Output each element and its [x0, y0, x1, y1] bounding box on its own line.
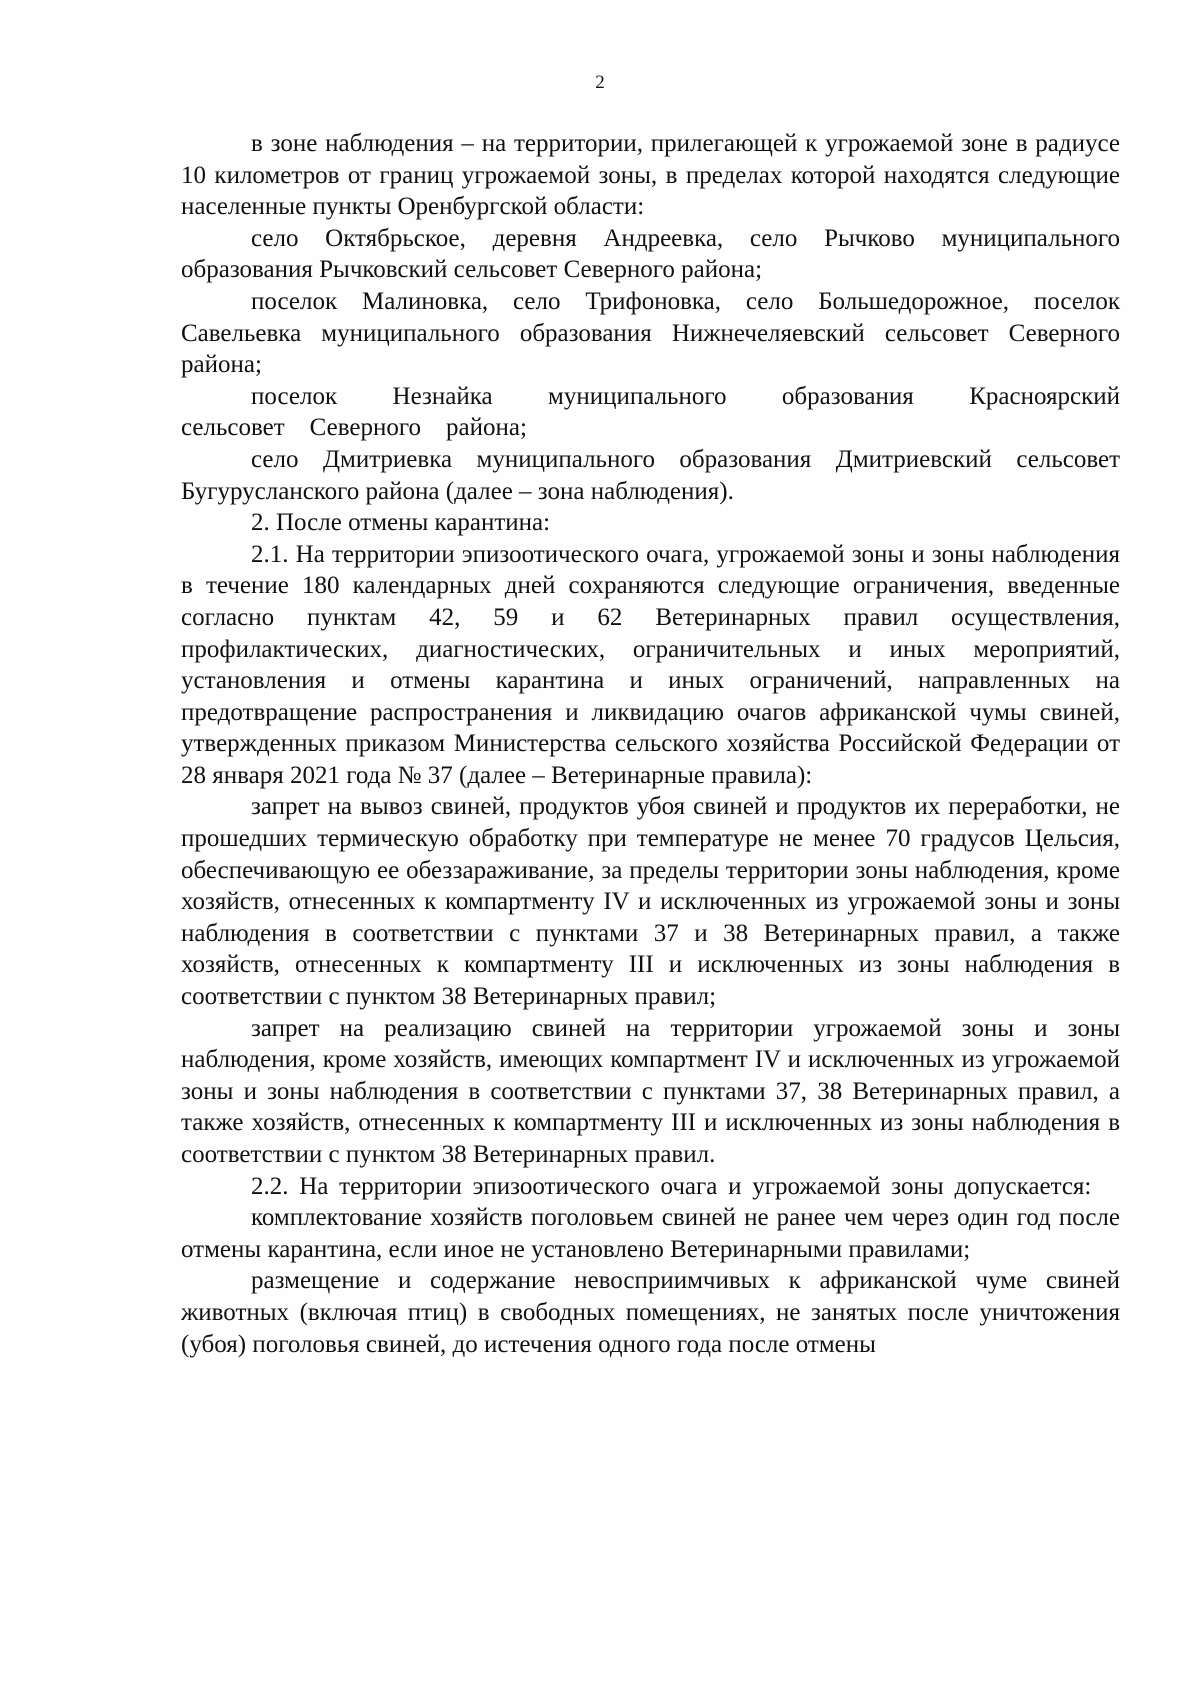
document-body	[181, 128, 1120, 1360]
paragraph-sale-ban: запрет на реализацию свиней на территории угрожаемой зоны и зоны наблюдения, кроме хозяйств, имеющих компартмент IV и исключенных из угрожаемой зоны и зоны наблюдения в соответствии с пунктами 37, 38 Ветеринарных правил, а также хозяйств, отнесенных к компартменту III и исключенных из зоны наблюдения в соответствии с пунктом 38 Ветеринарных правил.	[181, 1014, 1120, 1168]
page-number: 2	[595, 72, 605, 93]
paragraph-krasnoyarsky: поселок Незнайка муниципального образования Красноярский сельсовет Северного района;	[181, 382, 1120, 442]
paragraph-dmitrievsky: село Дмитриевка муниципального образования Дмитриевский сельсовет Бугурусланского района (далее – зона наблюдения).	[181, 445, 1120, 505]
paragraph-rychkovsky: село Октябрьское, деревня Андреевка, село Рычково муниципального образования Рычковский сельсовет Северного района;	[181, 224, 1120, 284]
paragraph-nizhnechelyaevsky: поселок Малиновка, село Трифоновка, село Большедорожное, поселок Савельевка муниципального образования Нижнечеляевский сельсовет Северного района;	[181, 287, 1120, 379]
paragraph-housing: размещение и содержание невосприимчивых к африканской чуме свиней животных (включая птиц) в свободных помещениях, не занятых после уничтожения (убоя) поголовья свиней, до истечения одного года после отмены	[181, 1267, 1120, 1358]
paragraph-export-ban: запрет на вывоз свиней, продуктов убоя свиней и продуктов их переработки, не прошедших термическую обработку при температуре не менее 70 градусов Цельсия, обеспечивающую ее обеззараживание, за пределы территории зоны наблюдения, кроме хозяйств, отнесенных к компартменту IV и исключенных из угрожаемой зоны и зоны наблюдения в соответствии с пунктами 37 и 38 Ветеринарных правил, а также хозяйств, отнесенных к компартменту III и исключенных из зоны наблюдения в соответствии с пунктом 38 Ветеринарных правил;	[181, 793, 1120, 1011]
paragraph-observation-zone: в зоне наблюдения – на территории, прилегающей к угрожаемой зоне в радиусе 10 километров от границ угрожаемой зоны, в пределах которой находятся следующие населенные пункты Оренбургской области:	[181, 130, 1120, 221]
paragraph-restocking: комплектование хозяйств поголовьем свиней не ранее чем через один год после отмены карантина, если иное не установлено Ветеринарными правилами;	[181, 1204, 1120, 1263]
paragraph-section-2-1: 2.1. На территории эпизоотического очага, угрожаемой зоны и зоны наблюдения в течение 180 календарных дней сохраняются следующие ограничения, введенные согласно пунктам 42, 59 и 62 Ветеринарных правил осуществления, профилактических, диагностических, ограничительных и иных мероприятий, установления и отмены карантина и иных ограничений, направленных на предотвращение распространения и ликвидацию очагов африканской чумы свиней, утвержденных приказом Министерства сельского хозяйства Российской Федерации от 28 января 2021 года № 37 (далее – Ветеринарные правила):	[181, 540, 1120, 789]
paragraph-section-2-heading: 2. После отмены карантина:	[251, 509, 551, 537]
paragraph-section-2-2: 2.2. На территории эпизоотического очага и угрожаемой зоны допускается:	[251, 1172, 1092, 1200]
